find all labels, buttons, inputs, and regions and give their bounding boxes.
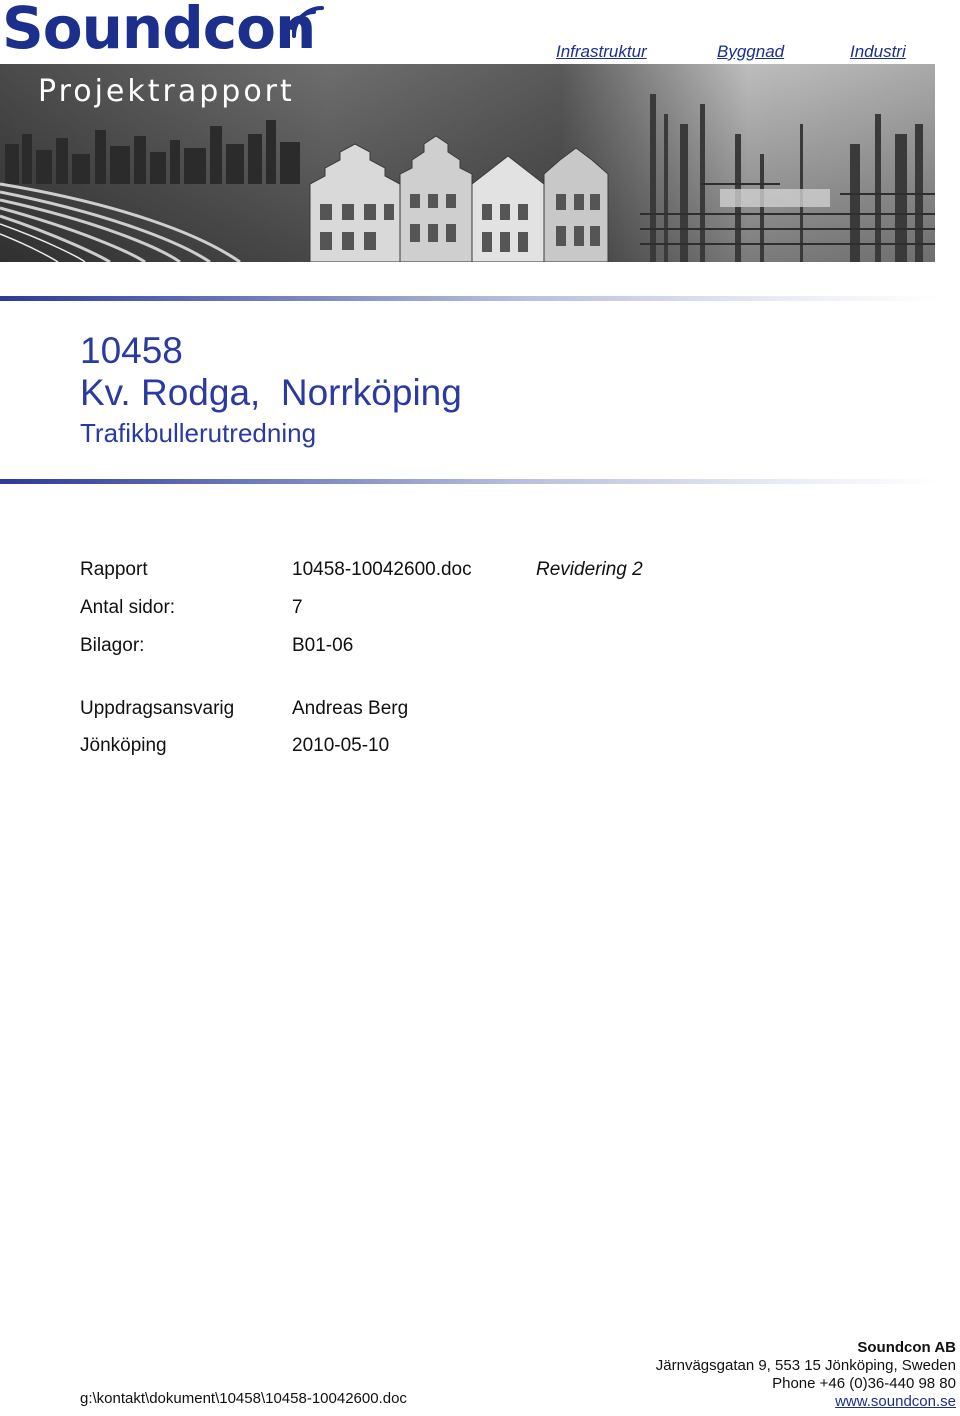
- rapport-value: 10458-10042600.doc: [292, 559, 472, 580]
- pages-value: 7: [292, 597, 303, 618]
- project-number: 10458: [80, 330, 183, 371]
- pages-label: Antal sidor:: [80, 597, 176, 618]
- responsible-label: Uppdragsansvarig: [80, 698, 235, 719]
- nav-link-infrastruktur[interactable]: Infrastruktur: [556, 42, 647, 61]
- nav-link-byggnad[interactable]: Byggnad: [717, 42, 785, 61]
- website-link[interactable]: www.soundcon.se: [835, 1393, 956, 1410]
- phone-number: Phone +46 (0)36-440 98 80: [772, 1375, 956, 1392]
- top-divider: [0, 296, 940, 301]
- project-description: Trafikbullerutredning: [80, 418, 317, 448]
- street-address: Järnvägsgatan 9, 553 15 Jönköping, Sweden: [655, 1357, 956, 1374]
- responsible-value: Andreas Berg: [292, 698, 409, 719]
- file-path: g:\kontakt\dokument\10458\10458-10042600.doc: [80, 1390, 407, 1407]
- rapport-label: Rapport: [80, 559, 148, 580]
- project-name: Kv. Rodga, Norrköping: [80, 372, 462, 413]
- nav-link-industri[interactable]: Industri: [850, 42, 906, 61]
- date-value: 2010-05-10: [292, 735, 390, 756]
- company-name: Soundcon AB: [857, 1339, 956, 1356]
- company-address-block: [656, 1339, 956, 1411]
- soundwave-icon: [286, 6, 326, 46]
- attachments-value: B01-06: [292, 635, 354, 656]
- place-label: Jönköping: [80, 735, 167, 756]
- report-subtitle: Projektrapport: [38, 74, 295, 109]
- bottom-divider: [0, 479, 940, 484]
- revision-label: Revidering 2: [536, 559, 643, 580]
- attachments-label: Bilagor:: [80, 635, 145, 656]
- soundcon-logo: Soundcon: [2, 0, 316, 62]
- header-banner: [0, 0, 960, 262]
